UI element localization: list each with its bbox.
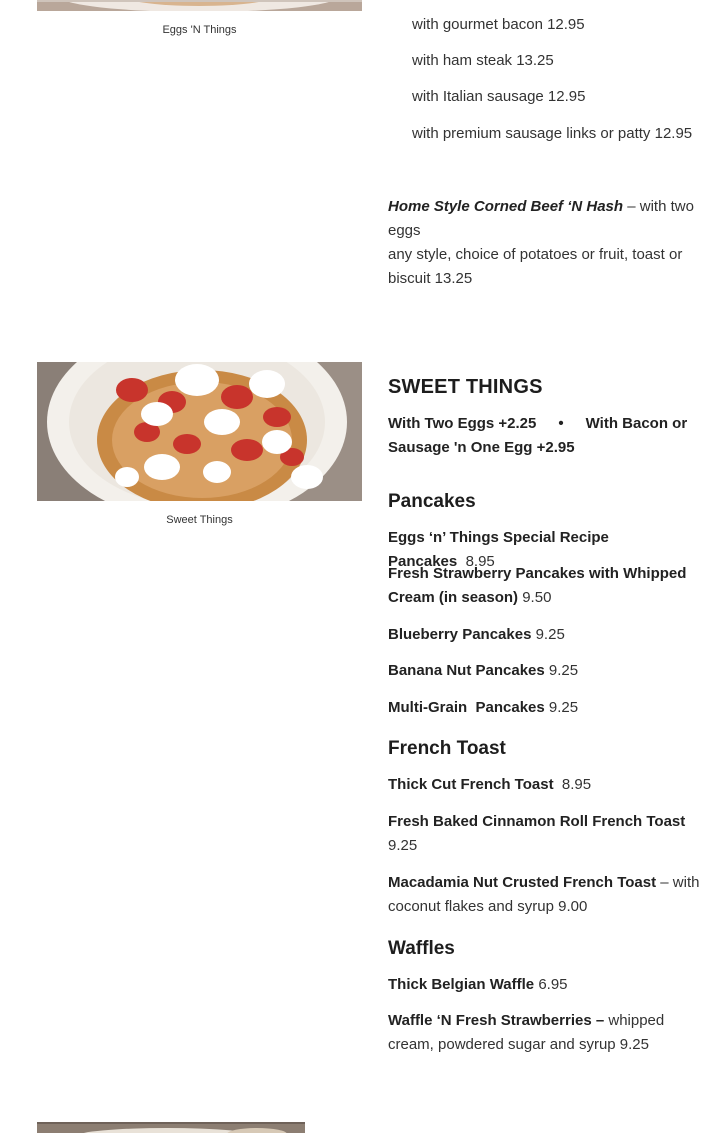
item-desc-1: whipped	[604, 1012, 665, 1029]
corned-beef-hash-name: Home Style Corned Beef ‘N Hash	[388, 198, 624, 215]
item-name: Blueberry Pancakes	[388, 626, 532, 643]
item-name: Macadamia Nut Crusted French Toast	[388, 874, 657, 891]
item-desc-2: coconut flakes and syrup 9.00	[388, 898, 588, 915]
item-name: Multi-Grain Pancakes	[388, 699, 545, 716]
addon-premium-sausage: with premium sausage links or patty 12.95	[412, 125, 693, 142]
sweet-addons	[388, 412, 700, 460]
list-item	[388, 1009, 700, 1057]
item-price: 8.95	[561, 776, 592, 793]
sweet-caption: Sweet Things	[166, 514, 233, 526]
item-price: 9.25	[548, 699, 579, 716]
addon-ham: with ham steak 13.25	[412, 52, 554, 69]
item-name: Thick Cut French Toast	[388, 776, 554, 793]
addon-italian-sausage: with Italian sausage 12.95	[412, 88, 586, 105]
item-name: Banana Nut Pancakes	[388, 662, 545, 679]
next-photo	[37, 1121, 305, 1133]
list-item	[388, 623, 700, 647]
waffle-photo	[37, 362, 362, 501]
french-toast-heading: French Toast	[388, 738, 506, 759]
item-price: 8.95	[465, 553, 495, 570]
item-desc-2: cream, powdered sugar and syrup 9.25	[388, 1036, 649, 1053]
list-item	[388, 810, 700, 858]
item-name: Thick Belgian Waffle	[388, 976, 535, 993]
item-price: 9.25	[388, 837, 418, 854]
item-price: 9.25	[548, 662, 579, 679]
list-item	[388, 696, 700, 720]
item-name: Eggs ‘n’ Things Special Recipe Pancakes	[388, 529, 609, 570]
pancakes-heading: Pancakes	[388, 491, 476, 512]
waffles-heading: Waffles	[388, 938, 455, 959]
addon-two-eggs: With Two Eggs +2.25	[388, 415, 537, 432]
corned-beef-hash-desc-1: – with two eggs	[388, 198, 694, 239]
corned-beef-hash-item	[388, 195, 700, 291]
list-item	[388, 973, 700, 997]
list-item	[388, 659, 700, 683]
corned-beef-hash-desc-2: any style, choice of potatoes or fruit, toast or	[388, 246, 683, 263]
item-price: 9.50	[522, 589, 552, 606]
item-name: Fresh Baked Cinnamon Roll French Toast	[388, 813, 686, 830]
eggs-photo	[37, 0, 362, 11]
corned-beef-hash-desc-3: biscuit 13.25	[388, 270, 473, 287]
item-price: 9.25	[535, 626, 565, 643]
sweet-things-title: SWEET THINGS	[388, 376, 543, 398]
list-item	[388, 773, 700, 797]
addon-bacon-sausage-b: Sausage 'n One Egg +2.95	[388, 439, 575, 456]
bullet-icon: •	[558, 415, 564, 432]
item-desc-1: – with	[656, 874, 700, 891]
item-name-cont: Cream (in season)	[388, 589, 519, 606]
item-price: 6.95	[538, 976, 568, 993]
item-name: Fresh Strawberry Pancakes with Whipped	[388, 565, 687, 582]
addon-bacon-sausage-a: With Bacon or	[585, 415, 688, 432]
item-name: Waffle ‘N Fresh Strawberries –	[388, 1012, 605, 1029]
eggs-caption: Eggs 'N Things	[162, 24, 237, 36]
list-item	[388, 562, 700, 610]
list-item	[388, 871, 700, 919]
addon-bacon: with gourmet bacon 12.95	[412, 16, 585, 33]
